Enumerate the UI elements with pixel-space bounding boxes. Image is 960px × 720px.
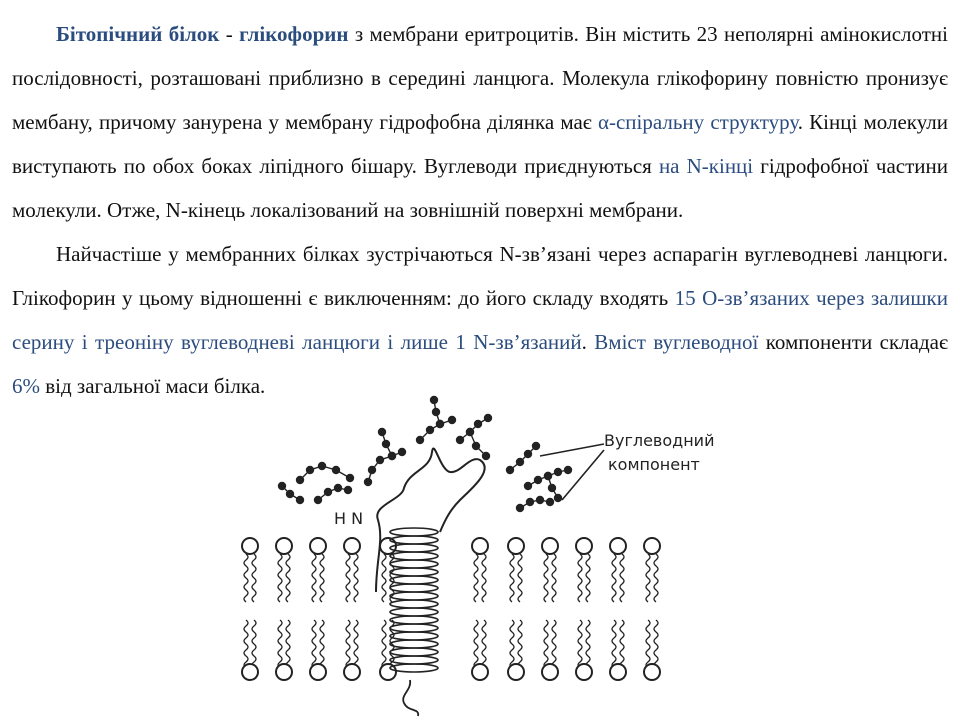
lipid-head bbox=[644, 538, 660, 554]
carbohydrate-chains bbox=[278, 396, 572, 512]
helix-turn bbox=[390, 584, 438, 592]
text-run: з мембрани еритроцитів. Він містить 23 неполярні амінокислотні послідовності, розташовані приблизно в середині ланцюга. Молекула глікофорину повністю пронизує мембану, причому занурена у мембрану гідрофобна ділянка має bbox=[12, 22, 948, 134]
lipid-head bbox=[610, 664, 626, 680]
helix-turn bbox=[390, 576, 438, 584]
text-run: від загальної маси білка. bbox=[40, 374, 266, 398]
lipid-head bbox=[242, 538, 258, 554]
sugar-residue bbox=[506, 466, 514, 474]
sugar-residue bbox=[318, 462, 326, 470]
lipid-tail bbox=[482, 554, 486, 602]
lipid-tail bbox=[578, 554, 582, 602]
lipid-tail bbox=[354, 620, 358, 668]
sugar-residue bbox=[364, 478, 372, 486]
helix-turn bbox=[390, 664, 438, 672]
figure-label-line1: Вуглеводний bbox=[604, 431, 715, 450]
alpha-helix bbox=[390, 528, 438, 672]
lipid-tail bbox=[510, 554, 514, 602]
lipid-tail bbox=[278, 620, 282, 668]
lipid-tail bbox=[244, 620, 248, 668]
lipid-tail bbox=[382, 554, 386, 602]
lipid-tail bbox=[654, 554, 658, 602]
sugar-residue bbox=[296, 496, 304, 504]
sugar-residue bbox=[536, 496, 544, 504]
lipid-tail bbox=[518, 554, 522, 602]
sugar-residue bbox=[368, 466, 376, 474]
sugar-residue bbox=[448, 416, 456, 424]
lipid-head bbox=[344, 538, 360, 554]
lipid-tail bbox=[312, 554, 316, 602]
term-alpha-helix: α-спіральну структуру bbox=[597, 110, 798, 134]
lipid-tail bbox=[346, 620, 350, 668]
lipid-tail bbox=[320, 554, 324, 602]
lipid-head bbox=[344, 664, 360, 680]
sugar-residue bbox=[466, 428, 474, 436]
sugar-residue bbox=[544, 472, 552, 480]
sugar-residue bbox=[346, 474, 354, 482]
sugar-residue bbox=[524, 482, 532, 490]
lipid-head bbox=[276, 538, 292, 554]
lipid-tail bbox=[544, 620, 548, 668]
sugar-residue bbox=[534, 476, 542, 484]
lipid-head bbox=[310, 538, 326, 554]
helix-turn bbox=[390, 528, 438, 536]
sugar-residue bbox=[432, 408, 440, 416]
lipid-head bbox=[610, 538, 626, 554]
lipid-tail bbox=[244, 554, 248, 602]
sugar-link bbox=[318, 488, 348, 500]
lipid-tail bbox=[278, 554, 282, 602]
lipid-head bbox=[576, 538, 592, 554]
sugar-residue bbox=[426, 426, 434, 434]
sugar-residue bbox=[554, 468, 562, 476]
sugar-residue bbox=[564, 466, 572, 474]
lipid-head bbox=[508, 538, 524, 554]
sugar-residue bbox=[324, 488, 332, 496]
figure-label-line2: компонент bbox=[608, 455, 700, 474]
lipid-tail bbox=[286, 620, 290, 668]
helix-turn bbox=[390, 656, 438, 664]
sugar-residue bbox=[382, 440, 390, 448]
lipid-tail bbox=[518, 620, 522, 668]
helix-turn bbox=[390, 536, 438, 544]
lipid-head bbox=[542, 538, 558, 554]
lipid-head bbox=[472, 664, 488, 680]
term-o-linked-chains: 15 О-зв’язаних через залишки серину і треоніну вуглеводневі ланцюги і лише 1 N-зв’язаний bbox=[12, 286, 948, 354]
sugar-residue bbox=[306, 466, 314, 474]
lipid-tail bbox=[252, 554, 256, 602]
helix-turn bbox=[390, 568, 438, 576]
text-run: гідрофобної частини молекули. Отже, N-кінець локалізований на зовнішній поверхні мембрани. bbox=[12, 154, 948, 222]
sugar-residue bbox=[334, 484, 342, 492]
helix-turn bbox=[390, 640, 438, 648]
lipid-tail bbox=[346, 554, 350, 602]
lipid-tail bbox=[382, 620, 386, 668]
sugar-residue bbox=[378, 428, 386, 436]
sugar-residue bbox=[314, 496, 322, 504]
sugar-residue bbox=[286, 490, 294, 498]
helix-turn bbox=[390, 600, 438, 608]
lipid-tail bbox=[482, 620, 486, 668]
sugar-residue bbox=[526, 498, 534, 506]
sugar-residue bbox=[548, 484, 556, 492]
sugar-residue bbox=[516, 458, 524, 466]
lipid-tail bbox=[320, 620, 324, 668]
helix-turn bbox=[390, 560, 438, 568]
lipid-tail bbox=[578, 620, 582, 668]
lipid-tail bbox=[654, 620, 658, 668]
sugar-residue bbox=[376, 456, 384, 464]
lipid-head bbox=[472, 538, 488, 554]
sugar-residue bbox=[430, 396, 438, 404]
sugar-residue bbox=[532, 442, 540, 450]
helix-turn bbox=[390, 552, 438, 560]
helix-turn bbox=[390, 648, 438, 656]
text-run: Найчастіше у мембранних білках зустрічаються N-зв’язані через аспарагін вуглеводневі ланцюги. Глікофорин у цьому відношенні є виключенням: до його складу входять bbox=[12, 242, 948, 310]
lipid-tail bbox=[354, 554, 358, 602]
lipid-head bbox=[242, 664, 258, 680]
sugar-residue bbox=[524, 450, 532, 458]
sugar-link bbox=[510, 446, 536, 470]
term-glycophorin: глікофорин bbox=[239, 22, 349, 46]
sugar-residue bbox=[398, 448, 406, 456]
sugar-link bbox=[460, 418, 488, 440]
lipid-tail bbox=[312, 620, 316, 668]
protein-tail bbox=[403, 680, 418, 716]
helix-turn bbox=[390, 544, 438, 552]
label-pointer-line bbox=[562, 450, 604, 500]
sugar-residue bbox=[474, 420, 482, 428]
lipid-tail bbox=[510, 620, 514, 668]
lipid-tail bbox=[552, 620, 556, 668]
text-run: компоненти складає bbox=[758, 330, 948, 354]
lipid-head bbox=[576, 664, 592, 680]
sugar-residue bbox=[278, 482, 286, 490]
lipid-tail bbox=[612, 554, 616, 602]
lipid-head bbox=[276, 664, 292, 680]
lipid-tail bbox=[552, 554, 556, 602]
lipid-bilayer bbox=[242, 538, 660, 680]
term-percent: 6% bbox=[12, 374, 40, 398]
term-carbohydrate-content: Вміст вуглеводної bbox=[594, 330, 759, 354]
lipid-tail bbox=[286, 554, 290, 602]
lipid-tail bbox=[620, 554, 624, 602]
lipid-tail bbox=[586, 554, 590, 602]
lipid-tail bbox=[646, 554, 650, 602]
sugar-residue bbox=[546, 498, 554, 506]
lipid-tail bbox=[620, 620, 624, 668]
lipid-tail bbox=[586, 620, 590, 668]
lipid-tail bbox=[252, 620, 256, 668]
helix-turn bbox=[390, 592, 438, 600]
sugar-residue bbox=[436, 420, 444, 428]
sugar-residue bbox=[416, 436, 424, 444]
sugar-residue bbox=[516, 504, 524, 512]
sugar-residue bbox=[344, 486, 352, 494]
text-run: . bbox=[581, 330, 595, 354]
text-run: . Кінці молекули виступають по обох боках ліпідного бішару. Вуглеводи приєднуються bbox=[12, 110, 948, 178]
sugar-residue bbox=[484, 414, 492, 422]
sugar-residue bbox=[332, 466, 340, 474]
sugar-link bbox=[520, 500, 550, 508]
sugar-residue bbox=[554, 494, 562, 502]
term-n-terminus: на N-кінці bbox=[658, 154, 754, 178]
sugar-residue bbox=[472, 442, 480, 450]
lipid-tail bbox=[612, 620, 616, 668]
label-pointer-line bbox=[540, 444, 604, 456]
lipid-head bbox=[644, 664, 660, 680]
sugar-residue bbox=[482, 452, 490, 460]
helix-turn bbox=[390, 616, 438, 624]
lipid-tail bbox=[544, 554, 548, 602]
lipid-head bbox=[542, 664, 558, 680]
lipid-tail bbox=[474, 554, 478, 602]
sugar-residue bbox=[296, 476, 304, 484]
text-run: - bbox=[219, 22, 240, 46]
helix-turn bbox=[390, 624, 438, 632]
lipid-tail bbox=[646, 620, 650, 668]
sugar-residue bbox=[388, 452, 396, 460]
sugar-residue bbox=[456, 436, 464, 444]
helix-turn bbox=[390, 608, 438, 616]
lipid-head bbox=[310, 664, 326, 680]
hn-label: H N bbox=[334, 509, 364, 528]
lipid-head bbox=[508, 664, 524, 680]
helix-turn bbox=[390, 632, 438, 640]
lipid-tail bbox=[474, 620, 478, 668]
term-bitopic-protein: Бітопічний білок bbox=[56, 22, 220, 46]
